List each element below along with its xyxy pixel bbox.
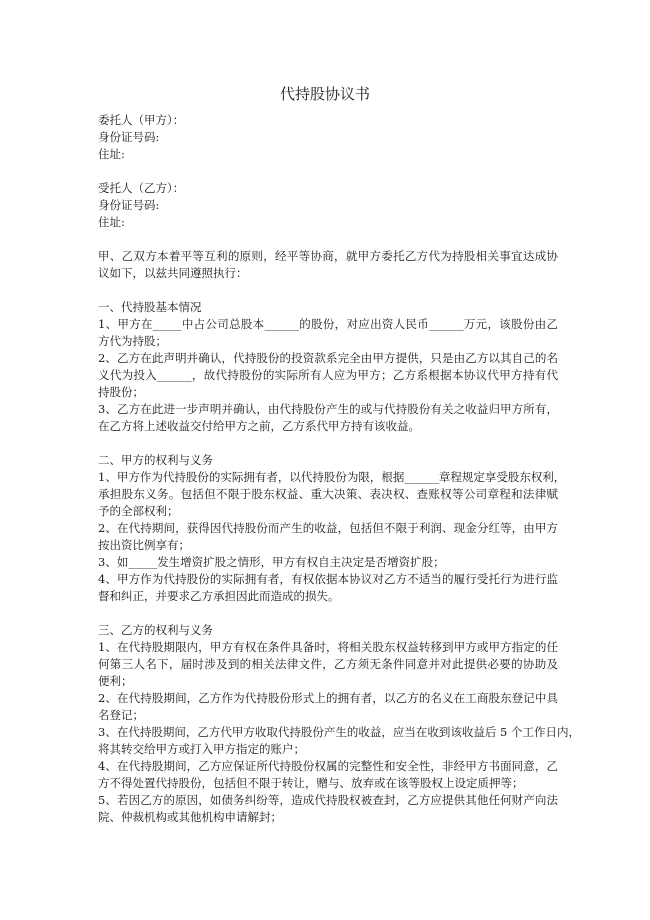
- blank-line: [98, 605, 558, 622]
- text-line: 将其转交给甲方或打入甲方指定的账户；: [98, 742, 305, 756]
- text-line: 督和纠正，并要求乙方承担因此而造成的损失。: [98, 589, 340, 603]
- text-line: 受托人（乙方）：: [98, 181, 185, 195]
- text-line: 3、在代持股期间，乙方代甲方收取代持股份产生的收益，应当在收到该收益后 5 个工作日内，: [98, 725, 580, 739]
- text-line: 住址:: [98, 147, 125, 161]
- text-line: 在乙方将上述收益交付给甲方之前，乙方系代甲方持有该收益。: [98, 419, 420, 433]
- text-line: 住址:: [98, 215, 125, 229]
- text-line: 承担股东义务。包括但不限于股东权益、重大决策、表决权、查账权等公司章程和法律赋: [98, 487, 558, 501]
- text-line: 方代为持股；: [98, 334, 167, 348]
- text-line: 3、如_____发生增资扩股之情形，甲方有权自主决定是否增资扩股；: [98, 555, 445, 569]
- text-line: 三、乙方的权利与义务: [98, 623, 213, 637]
- text-line: 一、代持股基本情况: [98, 300, 202, 314]
- text-line: 2、在代持股期间，乙方作为代持股份形式上的拥有者，以乙方的名义在工商股东登记中具: [98, 691, 558, 705]
- text-line: 1、甲方作为代持股份的实际拥有者，以代持股份为限，根据______章程规定享受股东权利，: [98, 470, 566, 484]
- text-line: 义代为投入______，故代持股份的实际所有人应为甲方；乙方系根据本协议代甲方持有代: [98, 368, 558, 382]
- text-line: 二、甲方的权利与义务: [98, 453, 213, 467]
- text-line: 身份证号码:: [98, 198, 160, 212]
- text-line: 2、乙方在此声明并确认，代持股份的投资款系完全由甲方提供，只是由乙方以其自己的名: [98, 351, 558, 365]
- text-line: 便利；: [98, 674, 133, 688]
- blank-line: [98, 231, 558, 248]
- blank-line: [98, 163, 558, 180]
- text-line: 4、在代持股期间，乙方应保证所代持股份权属的完整性和安全性，非经甲方书面同意，乙: [98, 759, 558, 773]
- document-title: 代持股协议书: [279, 85, 370, 103]
- text-line: 2、在代持期间，获得因代持股份而产生的收益，包括但不限于利润、现金分红等，由甲方: [98, 521, 558, 535]
- text-line: 1、甲方在_____中占公司总股本______的股份，对应出资人民币______万元，该股份由乙: [98, 317, 558, 331]
- text-line: 按出资比例享有；: [98, 538, 190, 552]
- text-line: 方不得处置代持股份，包括但不限于转让，赠与、放弃或在该等股权上设定质押等；: [98, 776, 524, 790]
- blank-line: [98, 282, 558, 299]
- text-line: 3、乙方在此进一步声明并确认，由代持股份产生的或与代持股份有关之收益归甲方所有，: [98, 402, 558, 416]
- text-line: 委托人（甲方）：: [98, 113, 185, 127]
- text-line: 5、若因乙方的原因，如债务纠纷等，造成代持股权被查封，乙方应提供其他任何财产向法: [98, 793, 558, 807]
- text-line: 身份证号码:: [98, 130, 160, 144]
- text-line: 院、仲裁机构或其他机构申请解封；: [98, 810, 282, 824]
- text-line: 持股份；: [98, 385, 144, 399]
- text-line: 甲、乙双方本着平等互利的原则，经平等协商，就甲方委托乙方代为持股相关事宜达成协: [98, 249, 558, 263]
- text-line: 名登记；: [98, 708, 144, 722]
- text-line: 1、在代持股期限内，甲方有权在条件具备时，将相关股东权益转移到甲方或甲方指定的任: [98, 640, 558, 654]
- text-line: 何第三人名下，届时涉及到的相关法律文件，乙方须无条件同意并对此提供必要的协助及: [98, 657, 558, 671]
- text-line: 4、甲方作为代持股份的实际拥有者，有权依据本协议对乙方不适当的履行受托行为进行监: [98, 572, 558, 586]
- document-body: [98, 112, 580, 826]
- blank-line: [98, 435, 558, 452]
- text-line: 予的全部权利；: [98, 504, 179, 518]
- text-line: 议如下，以兹共同遵照执行：: [98, 266, 248, 280]
